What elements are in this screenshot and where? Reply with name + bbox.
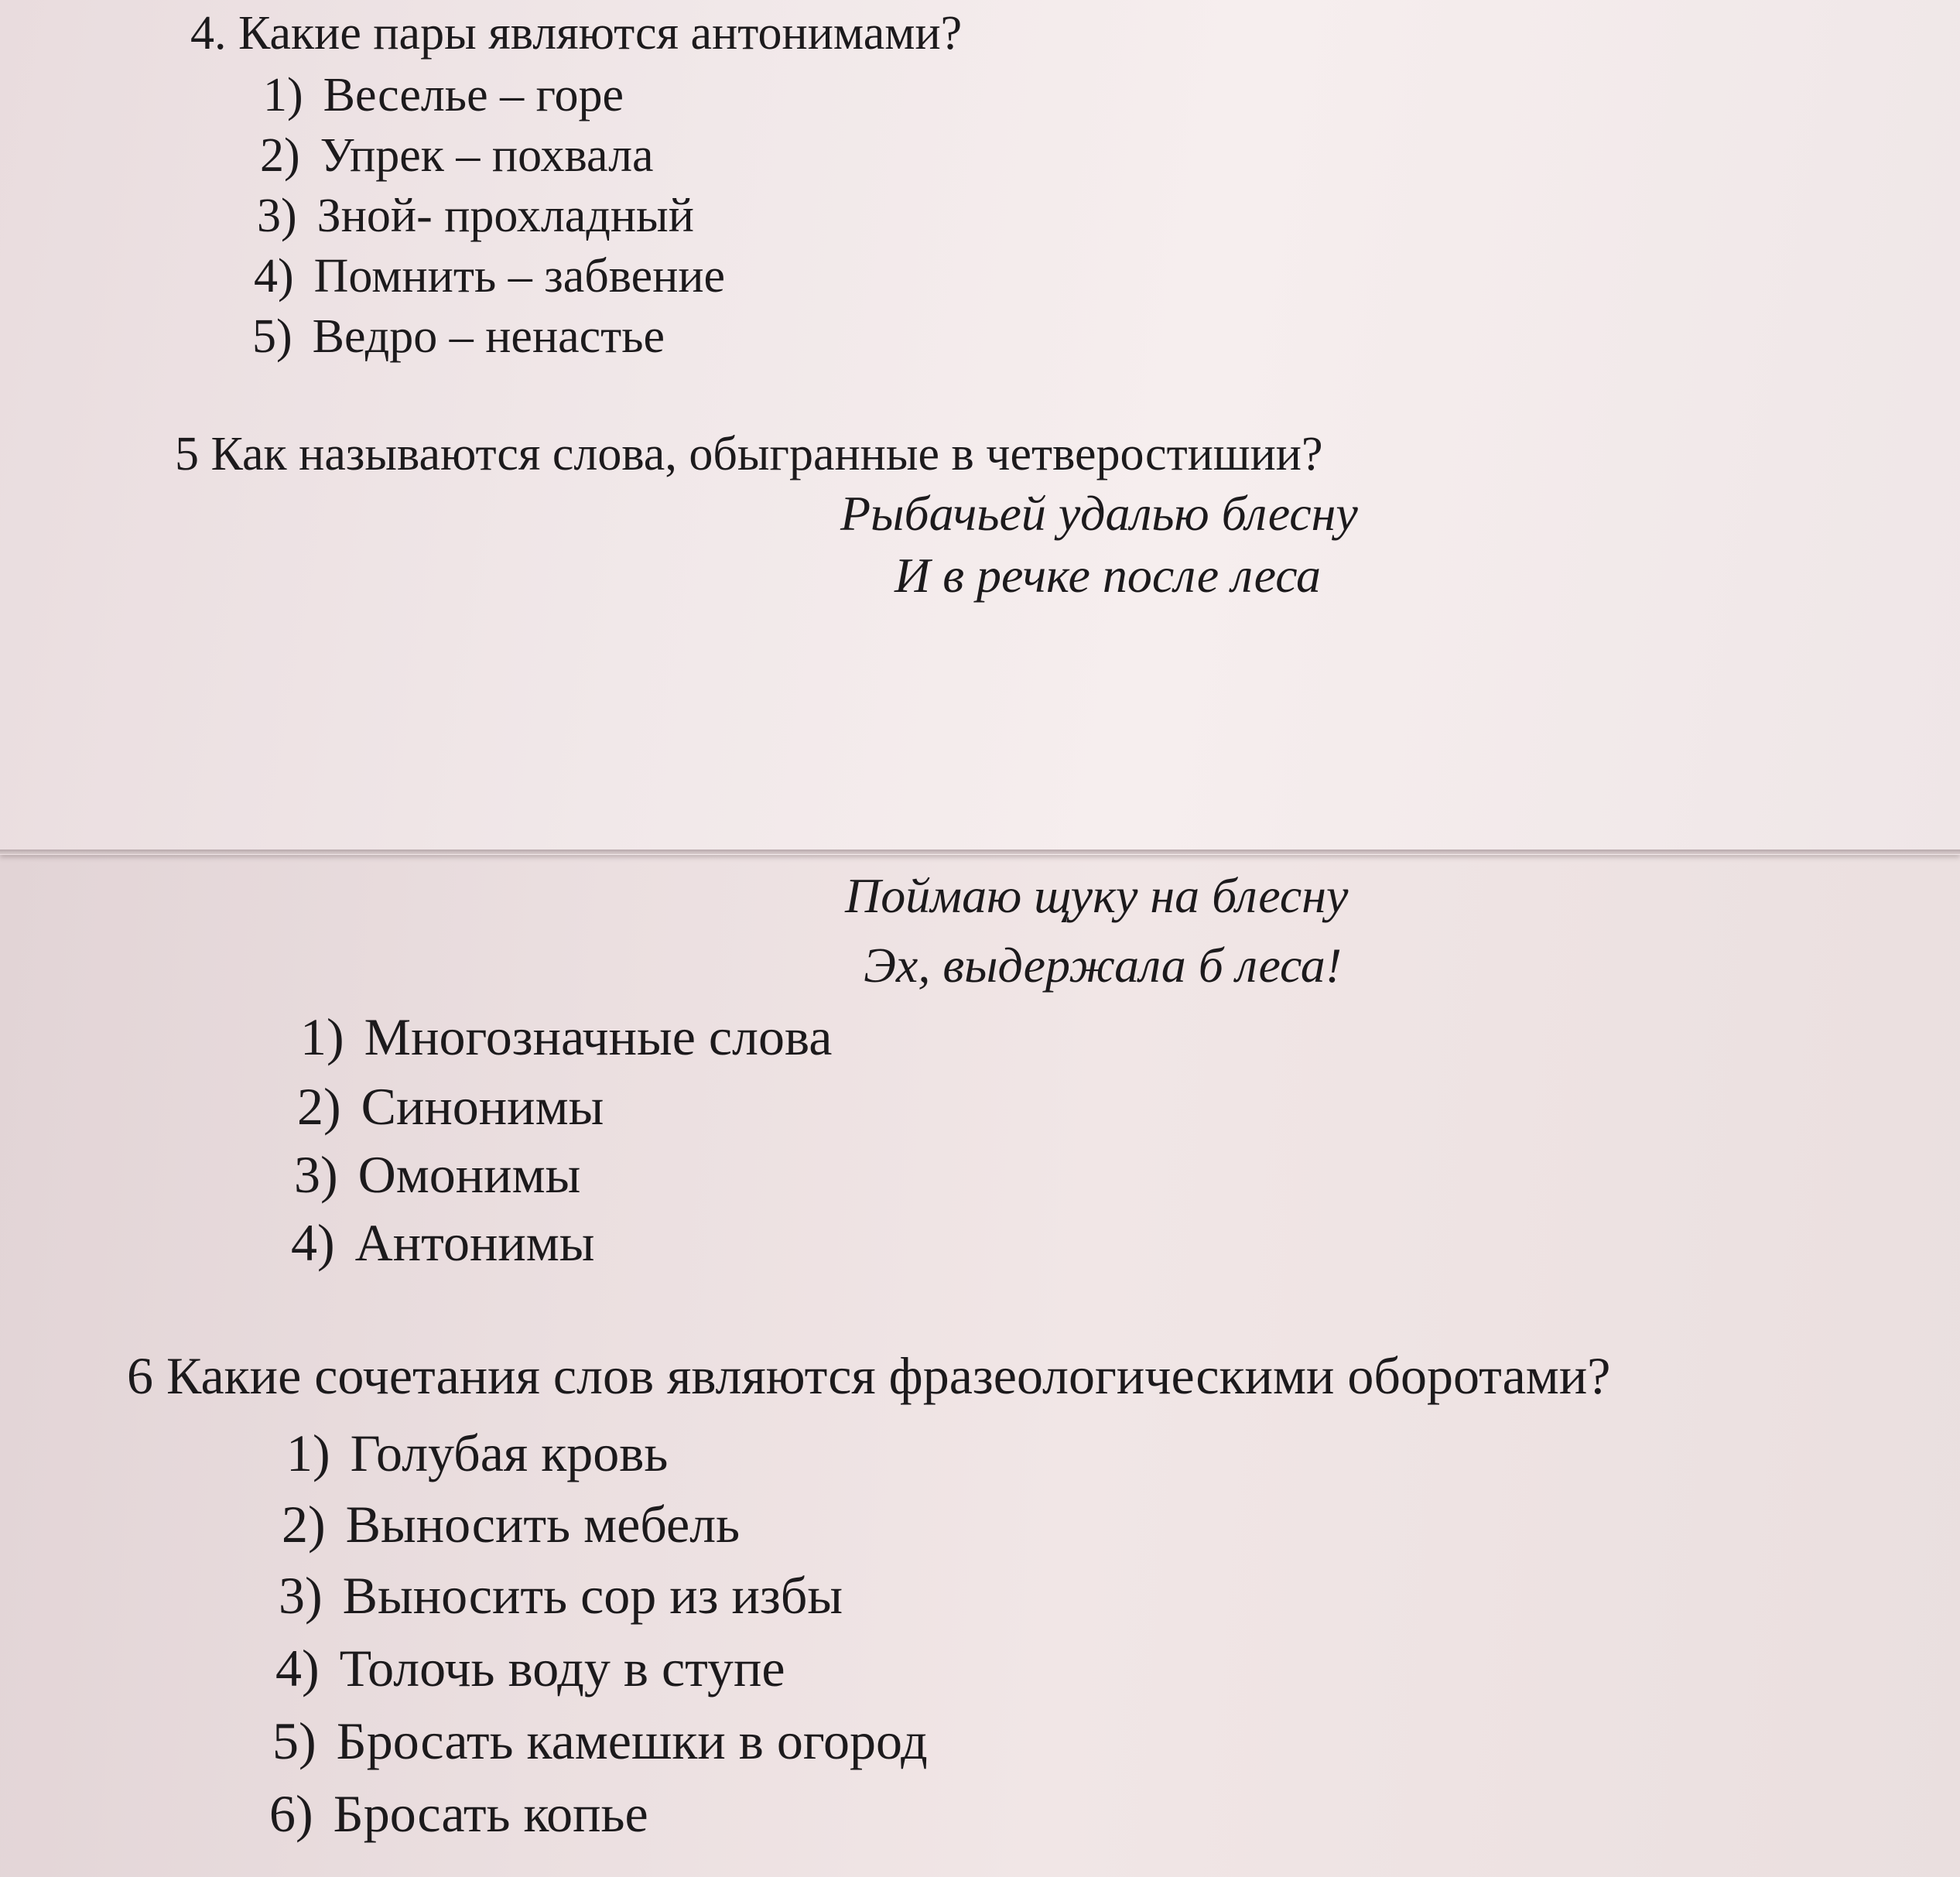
q6-option-3 bbox=[279, 1566, 843, 1625]
option-number: 3) bbox=[279, 1566, 323, 1625]
option-text: Упрек – похвала bbox=[320, 129, 654, 182]
option-text: Многозначные слова bbox=[364, 1007, 833, 1066]
option-number: 1) bbox=[300, 1007, 344, 1066]
question-4-title: 4. Какие пары являются антонимами? bbox=[190, 7, 963, 60]
paper-sheet-bottom bbox=[0, 850, 1960, 1877]
option-number: 4) bbox=[291, 1213, 335, 1272]
q4-option-3 bbox=[257, 192, 694, 240]
q5-option-1 bbox=[300, 1007, 833, 1066]
option-number: 1) bbox=[263, 69, 303, 121]
option-number: 4) bbox=[254, 250, 294, 303]
option-number: 2) bbox=[297, 1077, 341, 1136]
q5-option-2 bbox=[297, 1077, 604, 1136]
q6-option-1 bbox=[286, 1424, 669, 1482]
option-text: Выносить сор из избы bbox=[342, 1566, 843, 1625]
q6-option-5 bbox=[272, 1711, 928, 1770]
q5-option-3 bbox=[294, 1145, 581, 1204]
option-number: 1) bbox=[286, 1424, 330, 1482]
option-text: Толочь воду в ступе bbox=[339, 1639, 785, 1698]
option-number: 6) bbox=[269, 1784, 313, 1843]
poem-line-2: И в речке после леса bbox=[894, 548, 1321, 603]
option-number: 4) bbox=[275, 1639, 320, 1698]
q4-option-2 bbox=[260, 129, 654, 182]
option-text: Голубая кровь bbox=[350, 1424, 669, 1482]
poem-line-4: Эх, выдержала б леса! bbox=[864, 938, 1343, 993]
option-number: 2) bbox=[282, 1495, 326, 1554]
option-text: Омонимы bbox=[357, 1145, 581, 1204]
question-5-title: 5 Как называются слова, обыгранные в четверостишии? bbox=[175, 428, 1323, 480]
option-number: 2) bbox=[260, 129, 300, 182]
paper-sheet-top bbox=[0, 0, 1960, 855]
option-text: Бросать камешки в огород bbox=[336, 1711, 928, 1770]
option-number: 3) bbox=[257, 190, 297, 242]
option-text: Бросать копье bbox=[333, 1784, 648, 1843]
option-text: Зной- прохладный bbox=[316, 190, 694, 242]
question-6-title: 6 Какие сочетания слов являются фразеологическими оборотами? bbox=[127, 1346, 1611, 1405]
q4-option-5 bbox=[252, 310, 665, 363]
q6-option-6 bbox=[269, 1784, 648, 1843]
sheet-edge-divider bbox=[0, 850, 1960, 854]
q4-option-4 bbox=[254, 250, 726, 303]
option-text: Выносить мебель bbox=[345, 1495, 741, 1554]
option-text: Антонимы bbox=[354, 1213, 595, 1272]
option-number: 5) bbox=[252, 310, 292, 363]
option-text: Ведро – ненастье bbox=[312, 310, 665, 363]
option-text: Помнить – забвение bbox=[313, 250, 726, 303]
option-number: 5) bbox=[272, 1711, 316, 1770]
q5-option-4 bbox=[291, 1213, 595, 1272]
poem-line-1: Рыбачьей удалью блесну bbox=[840, 486, 1358, 541]
option-number: 3) bbox=[294, 1145, 338, 1204]
q4-option-1 bbox=[263, 71, 624, 119]
q6-option-4 bbox=[275, 1639, 785, 1698]
q6-option-2 bbox=[282, 1495, 741, 1554]
option-text: Синонимы bbox=[361, 1077, 604, 1136]
poem-line-3: Поймаю щуку на блесну bbox=[845, 868, 1349, 923]
option-text: Веселье – горе bbox=[323, 69, 624, 121]
